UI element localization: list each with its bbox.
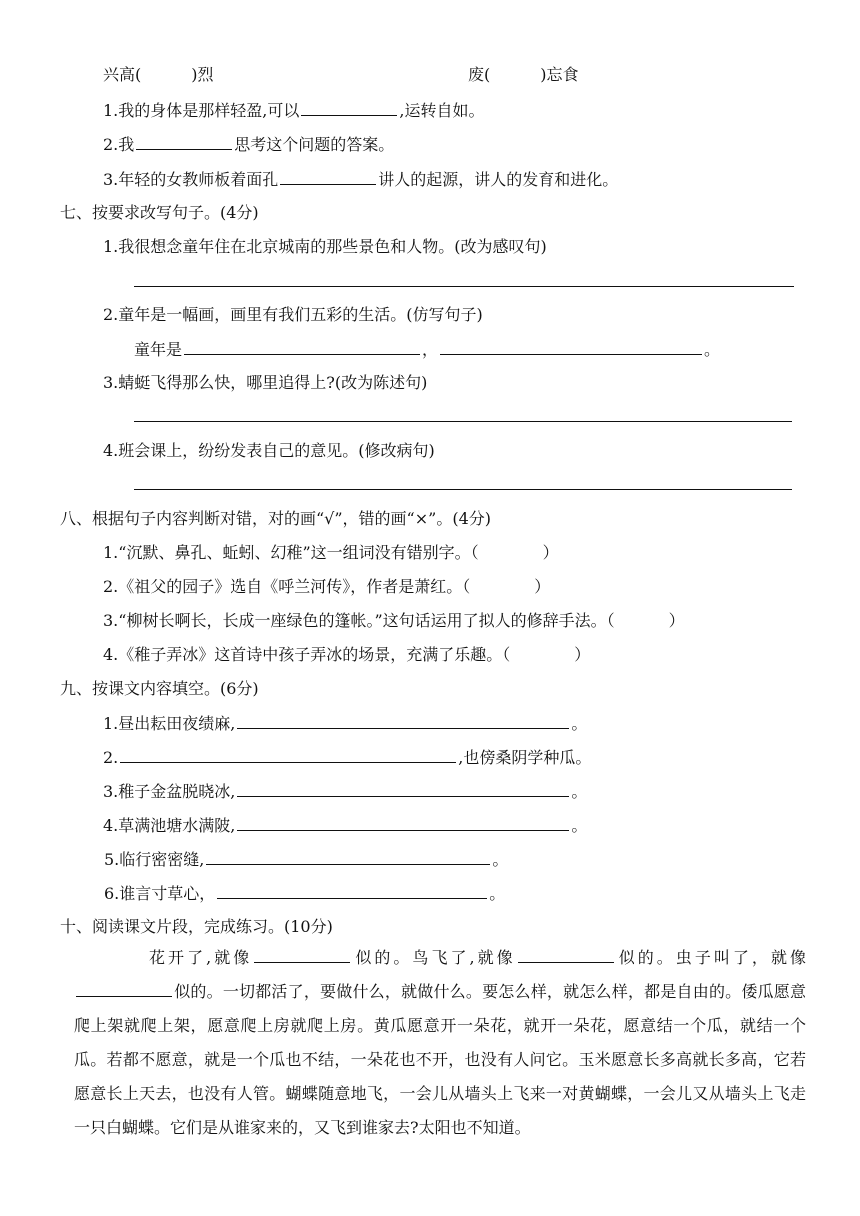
answer-blank[interactable] xyxy=(136,133,232,150)
s7-question-2-imitation: 童年是 ， 。 xyxy=(134,340,721,359)
s9-question-2: 2. ,也傍桑阴学种瓜。 xyxy=(103,748,592,767)
section-9-title: 九、按课文内容填空。(6分) xyxy=(60,679,259,698)
answer-line[interactable] xyxy=(134,421,792,422)
s9-question-1: 1.昼出耘田夜绩麻, 。 xyxy=(103,714,588,733)
answer-line[interactable] xyxy=(134,286,794,287)
answer-blank[interactable] xyxy=(280,168,376,185)
section-7-title: 七、按要求改写句子。(4分) xyxy=(60,203,259,222)
s9-question-5: 5.临行密密缝, 。 xyxy=(104,850,509,869)
s9-question-4: 4.草满池塘水满陂, 。 xyxy=(103,816,588,835)
answer-line[interactable] xyxy=(134,489,792,490)
reading-passage: 花开了,就像 似的。鸟飞了,就像 似的。虫子叫了，就像似的。一切都活了，要做什么，就做什么。要怎么样，就怎么样，都是自由的。倭瓜愿意爬上架就爬上架，愿意爬上房就爬上房。黄瓜愿意开一朵花，就开一朵花，愿意结一个瓜，就结一个瓜。若都不愿意，就是一个瓜也不结，一朵花也不开，也没有人问它。玉米愿意长多高就长多高，它若愿意长上天去，也没有人管。蝴蝶随意地飞，一会儿从墙头上飞来一对黄蝴蝶，一会儿又从墙头上飞走一只白蝴蝶。它们是从谁家来的，又飞到谁家去?太阳也不知道。 xyxy=(74,941,806,1145)
answer-blank[interactable] xyxy=(206,848,490,865)
answer-blank[interactable] xyxy=(254,944,350,963)
answer-blank[interactable] xyxy=(76,978,172,997)
s7-question-4: 4.班会课上，纷纷发表自己的意见。(修改病句) xyxy=(103,441,435,460)
s8-question-2: 2.《祖父的园子》选自《呼兰河传》，作者是萧红。（ ） xyxy=(103,577,551,596)
answer-blank[interactable] xyxy=(184,338,420,355)
idiom-right: 废( )忘食 xyxy=(468,65,579,84)
answer-blank[interactable] xyxy=(237,780,569,797)
answer-blank[interactable] xyxy=(120,746,456,763)
s6-question-3: 3.年轻的女教师板着面孔 讲人的起源，讲人的发育和进化。 xyxy=(103,170,619,189)
answer-blank[interactable] xyxy=(301,99,397,116)
s6-question-1: 1.我的身体是那样轻盈,可以 ,运转自如。 xyxy=(103,101,485,120)
answer-blank[interactable] xyxy=(518,944,614,963)
s8-question-3: 3.“柳树长啊长，长成一座绿色的篷帐。”这句话运用了拟人的修辞手法。（ ） xyxy=(103,611,685,630)
s7-question-3: 3.蜻蜓飞得那么快，哪里追得上?(改为陈述句) xyxy=(103,373,428,392)
answer-blank[interactable] xyxy=(237,814,569,831)
section-10-title: 十、阅读课文片段，完成练习。(10分) xyxy=(60,917,333,936)
answer-blank[interactable] xyxy=(217,882,487,899)
s7-question-2: 2.童年是一幅画，画里有我们五彩的生活。(仿写句子) xyxy=(103,305,483,324)
section-8-title: 八、根据句子内容判断对错，对的画“√”，错的画“×”。(4分) xyxy=(60,509,491,528)
answer-blank[interactable] xyxy=(237,712,569,729)
idiom-left: 兴高( )烈 xyxy=(103,65,214,84)
s8-question-4: 4.《稚子弄冰》这首诗中孩子弄冰的场景，充满了乐趣。（ ） xyxy=(103,645,591,664)
s6-question-2: 2.我 思考这个问题的答案。 xyxy=(103,135,395,154)
s7-question-1: 1.我很想念童年住在北京城南的那些景色和人物。(改为感叹句) xyxy=(103,237,547,256)
s9-question-6: 6.谁言寸草心， 。 xyxy=(104,884,506,903)
s9-question-3: 3.稚子金盆脱晓冰, 。 xyxy=(103,782,588,801)
answer-blank[interactable] xyxy=(440,338,702,355)
s8-question-1: 1.“沉默、鼻孔、蚯蚓、幻稚”这一组词没有错别字。（ ） xyxy=(103,543,559,562)
